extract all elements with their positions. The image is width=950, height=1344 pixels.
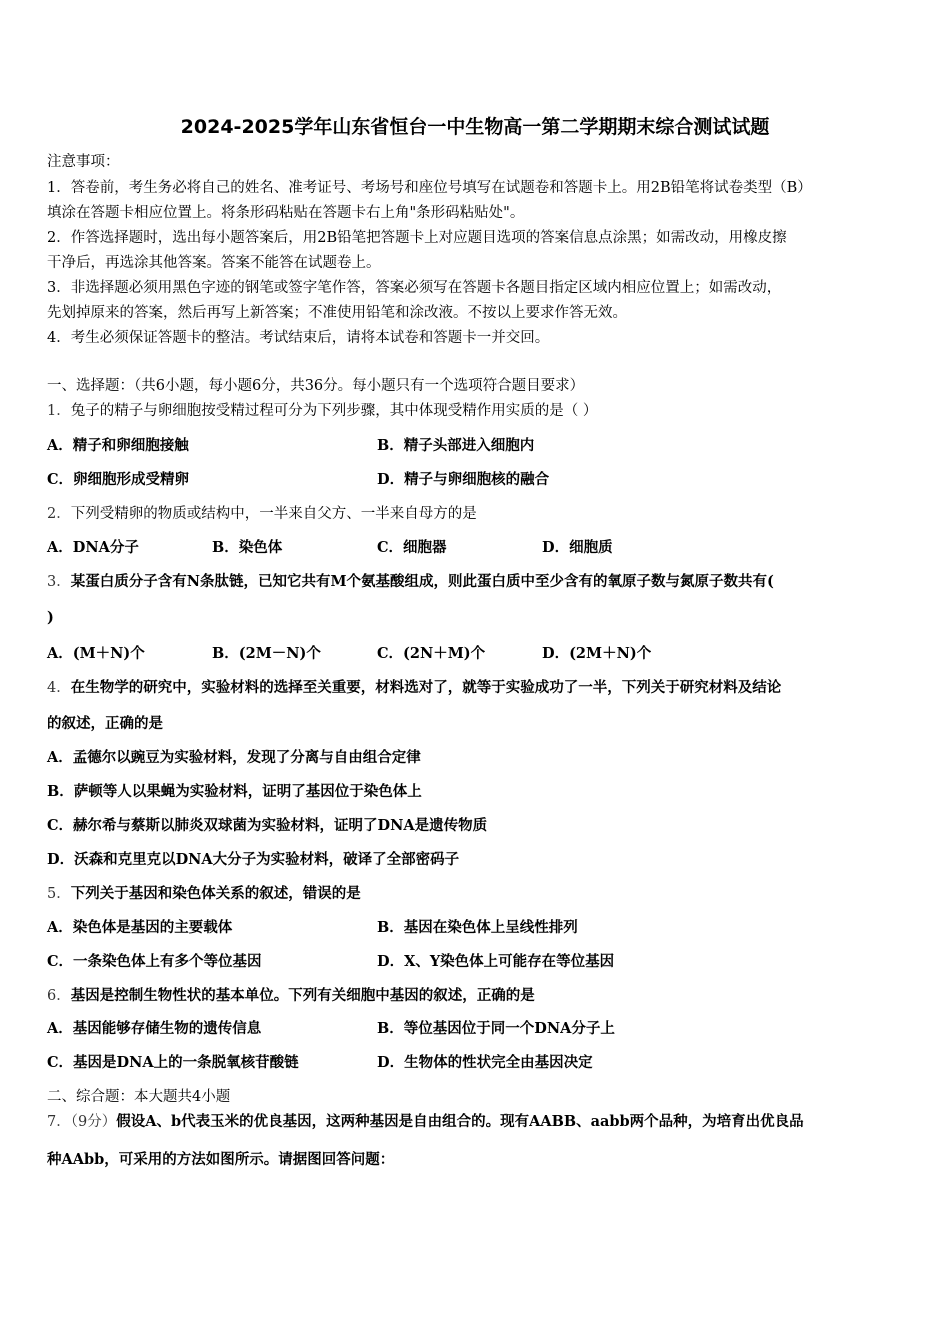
question-number: 7． [47,1114,71,1130]
question-text: 基因是控制生物性状的基本单位。下列有关细胞中基因的叙述，正确的是 [70,987,535,1004]
notice-line: 1．答卷前，考生务必将自己的姓名、准考证号、考场号和座位号填写在试题卷和答题卡上。用2B铅笔将试卷类型（B） [47,180,812,196]
option-c: C．(2N＋M)个 [377,645,486,662]
question-stem [47,401,597,421]
option-c: C．基因是DNA上的一条脱氧核苷酸链 [47,1054,299,1071]
question-stem-continued: 种AAbb，可采用的方法如图所示。请据图回答问题： [47,1151,395,1168]
question-stem-continued: 的叙述，正确的是 [47,715,163,732]
question-text: 下列关于基因和染色体关系的叙述，错误的是 [70,885,361,902]
option-c: C．赫尔希与蔡斯以肺炎双球菌为实验材料，证明了DNA是遗传物质 [47,817,488,834]
option-b: B．(2M－N)个 [212,645,321,662]
option-a: A．孟德尔以豌豆为实验材料，发现了分离与自由组合定律 [47,749,421,766]
question-number: 3． [47,574,71,590]
option-d: D．细胞质 [542,539,613,556]
option-a: A．(M＋N)个 [47,645,145,662]
option-a: A．染色体是基因的主要载体 [47,919,233,936]
question-stem [47,1112,804,1132]
option-b: B．染色体 [212,539,283,556]
option-b: B．基因在染色体上呈线性排列 [377,919,578,936]
question-stem [47,986,535,1006]
question-number: 2． [47,506,71,522]
question-text: 某蛋白质分子含有N条肽链，已知它共有M个氨基酸组成，则此蛋白质中至少含有的氧原子数与氮原子数共有( [70,573,774,590]
notice-line: 4．考生必须保证答题卡的整洁。考试结束后，请将本试卷和答题卡一并交回。 [47,330,550,346]
notice-line: 填涂在答题卡相应位置上。将条形码粘贴在答题卡右上角"条形码粘贴处"。 [47,205,525,221]
question-number: 1． [47,403,71,419]
question-stem-continued: ) [47,609,54,626]
question-text: 下列受精卵的物质或结构中，一半来自父方、一半来自母方的是 [70,506,477,522]
question-stem [47,572,774,592]
notice-line: 先划掉原来的答案，然后再写上新答案；不准使用铅笔和涂改液。不按以上要求作答无效。 [47,305,627,321]
question-stem [47,884,361,904]
section-heading: 一、选择题：（共6小题，每小题6分，共36分。每小题只有一个选项符合题目要求） [47,378,585,394]
section-heading: 二、综合题：本大题共4小题 [47,1089,231,1105]
notice-heading: 注意事项： [47,154,120,170]
option-d: D．(2M＋N)个 [542,645,652,662]
question-text: 兔子的精子与卵细胞按受精过程可分为下列步骤，其中体现受精作用实质的是（ ） [70,403,598,419]
option-d: D．生物体的性状完全由基因决定 [377,1054,593,1071]
option-a: A．基因能够存储生物的遗传信息 [47,1020,262,1037]
question-text: 在生物学的研究中，实验材料的选择至关重要，材料选对了，就等于实验成功了一半，下列关于研究材料及结论 [70,679,782,696]
option-b: B．萨顿等人以果蝇为实验材料，证明了基因位于染色体上 [47,783,422,800]
option-d: D．沃森和克里克以DNA大分子为实验材料，破译了全部密码子 [47,851,460,868]
option-d: D．X、Y染色体上可能存在等位基因 [377,953,615,970]
question-number: 6． [47,988,71,1004]
option-b: B．等位基因位于同一个DNA分子上 [377,1020,615,1037]
notice-line: 干净后，再选涂其他答案。答案不能答在试题卷上。 [47,255,381,271]
option-c: C．细胞器 [377,539,447,556]
option-a: A．DNA分子 [47,539,139,556]
page-title: 2024-2025学年山东省恒台一中生物高一第二学期期末综合测试试题 [180,116,770,138]
question-number: 4． [47,680,71,696]
option-a: A．精子和卵细胞接触 [47,437,189,454]
question-number: 5． [47,886,71,902]
question-stem [47,678,781,698]
notice-line: 2．作答选择题时，选出每小题答案后，用2B铅笔把答题卡上对应题目选项的答案信息点涂黑；如需改动，用橡皮擦 [47,230,787,246]
option-c: C．卵细胞形成受精卵 [47,471,190,488]
option-b: B．精子头部进入细胞内 [377,437,535,454]
option-d: D．精子与卵细胞核的融合 [377,471,550,488]
option-c: C．一条染色体上有多个等位基因 [47,953,262,970]
question-stem [47,504,477,524]
question-score: （9分） [70,1114,117,1130]
question-text: 假设A、b代表玉米的优良基因，这两种基因是自由组合的。现有AABB、aabb两个品种，为培育出优良品 [116,1113,804,1130]
notice-line: 3．非选择题必须用黑色字迹的钢笔或签字笔作答，答案必须写在答题卡各题目指定区域内相应位置上；如需改动， [47,280,782,296]
